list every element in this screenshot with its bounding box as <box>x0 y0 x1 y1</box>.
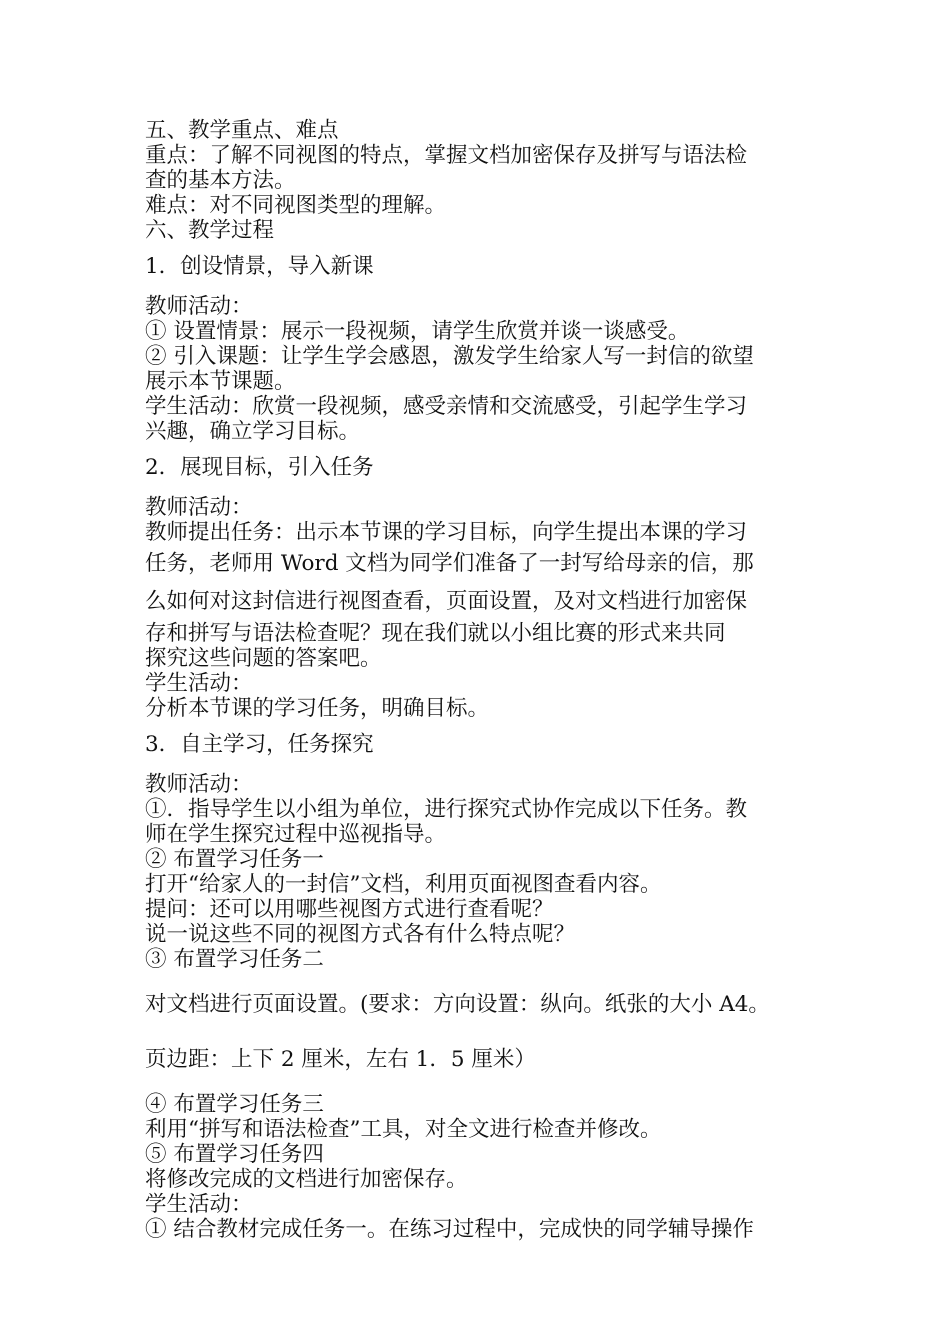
paragraph-line: 教师活动： <box>145 772 253 797</box>
list-item: ② 布置学习任务一 <box>145 847 324 872</box>
list-item: ③ 布置学习任务二 <box>145 947 324 972</box>
paragraph-line: 教师提出任务：出示本节课的学习目标，向学生提出本课的学习 <box>145 520 748 545</box>
paragraph-line: 分析本节课的学习任务，明确目标。 <box>145 696 490 721</box>
paragraph-line: 么如何对这封信进行视图查看，页面设置，及对文档进行加密保 <box>145 589 748 614</box>
paragraph-line: 页边距：上下 2 厘米，左右 1．5 厘米） <box>145 1047 536 1072</box>
step-heading: 3．自主学习，任务探究 <box>145 732 374 757</box>
paragraph-line: 教师活动： <box>145 294 253 319</box>
paragraph-line: 查的基本方法。 <box>145 168 296 193</box>
paragraph-line: 利用“拼写和语法检查”工具，对全文进行检查并修改。 <box>145 1117 662 1142</box>
paragraph-line: 存和拼写与语法检查呢？现在我们就以小组比赛的形式来共同 <box>145 621 726 646</box>
section-heading: 六、教学过程 <box>145 218 275 243</box>
paragraph-line: 展示本节课题。 <box>145 369 296 394</box>
paragraph-line: 兴趣，确立学习目标。 <box>145 419 361 444</box>
document-body <box>145 118 815 1242</box>
paragraph-line: 学生活动： <box>145 1192 253 1217</box>
paragraph-line: 学生活动： <box>145 671 253 696</box>
paragraph-line: 重点：了解不同视图的特点，掌握文档加密保存及拼写与语法检 <box>145 143 748 168</box>
paragraph-line: 说一说这些不同的视图方式各有什么特点呢？ <box>145 922 576 947</box>
paragraph-line: 对文档进行页面设置。(要求：方向设置：纵向。纸张的大小 A4。 <box>145 992 770 1017</box>
list-item: ① 设置情景：展示一段视频，请学生欣赏并谈一谈感受。 <box>145 319 690 344</box>
list-item: ⑤ 布置学习任务四 <box>145 1142 324 1167</box>
paragraph-line: 任务，老师用 Word 文档为同学们准备了一封写给母亲的信，那 <box>145 551 754 576</box>
paragraph-line: 打开“给家人的一封信”文档，利用页面视图查看内容。 <box>145 872 662 897</box>
list-item: ①．指导学生以小组为单位，进行探究式协作完成以下任务。教 <box>145 797 748 822</box>
paragraph-line: 将修改完成的文档进行加密保存。 <box>145 1167 468 1192</box>
step-heading: 1．创设情景，导入新课 <box>145 254 374 279</box>
section-heading: 五、教学重点、难点 <box>145 118 339 143</box>
paragraph-line: 提问：还可以用哪些视图方式进行查看呢？ <box>145 897 554 922</box>
list-item: ① 结合教材完成任务一。在练习过程中，完成快的同学辅导操作 <box>145 1217 754 1242</box>
list-item: ④ 布置学习任务三 <box>145 1092 324 1117</box>
step-heading: 2．展现目标，引入任务 <box>145 455 374 480</box>
paragraph-line: 教师活动： <box>145 495 253 520</box>
paragraph-line: 师在学生探究过程中巡视指导。 <box>145 822 447 847</box>
paragraph-line: 探究这些问题的答案吧。 <box>145 646 382 671</box>
list-item: ② 引入课题：让学生学会感恩，激发学生给家人写一封信的欲望 <box>145 344 754 369</box>
paragraph-line: 学生活动：欣赏一段视频，感受亲情和交流感受，引起学生学习 <box>145 394 748 419</box>
paragraph-line: 难点：对不同视图类型的理解。 <box>145 193 447 218</box>
